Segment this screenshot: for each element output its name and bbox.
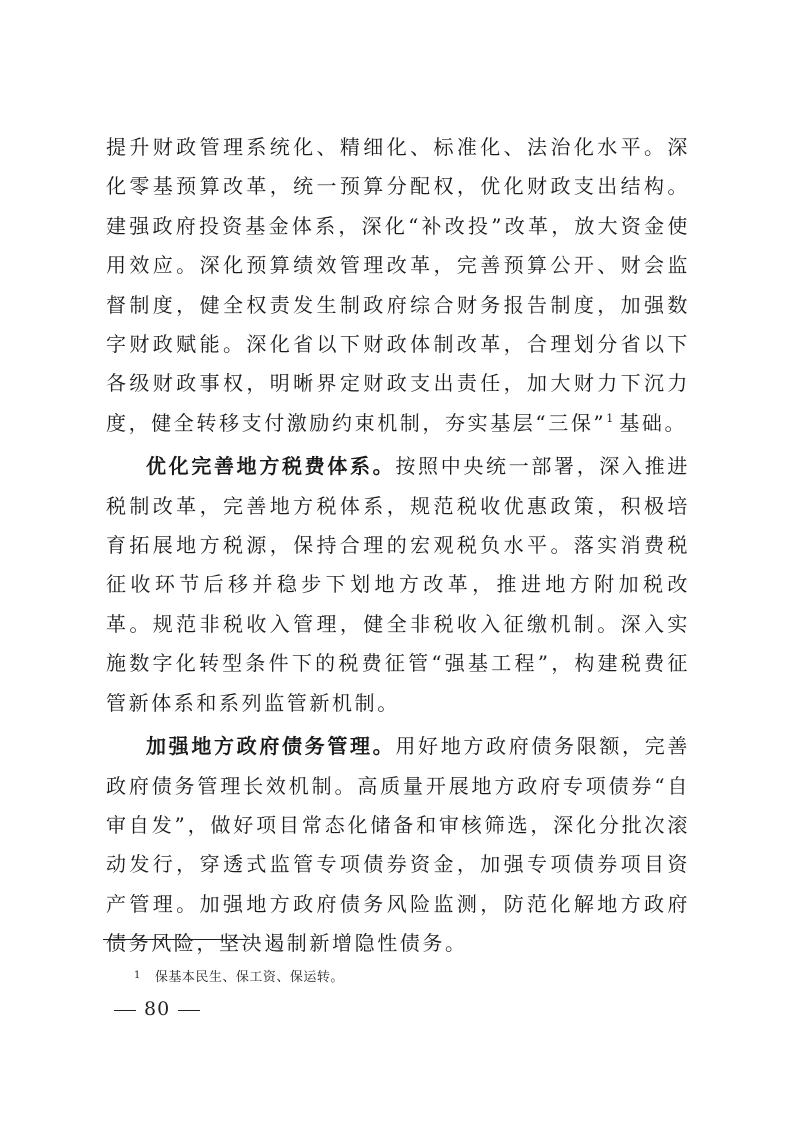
footnote bbox=[134, 966, 344, 985]
paragraph-heading: 加强地方政府债务管理。 bbox=[146, 734, 396, 759]
paragraph-tax-system bbox=[106, 447, 690, 723]
document-body bbox=[106, 128, 690, 964]
paragraph-heading: 优化完善地方税费体系。 bbox=[146, 454, 396, 479]
paragraph-debt-management bbox=[106, 727, 690, 963]
footnote-number: 1 bbox=[134, 970, 141, 981]
footnote-text: 保基本民生、保工资、保运转。 bbox=[154, 970, 344, 985]
page-number-value: 80 bbox=[144, 998, 171, 1020]
paragraph-text: 按照中央统一部署，深入推进税制改革，完善地方税体系，规范税收优惠政策，积极培育拓展地方税源，保持合理的宏观税负水平。落实消费税征收环节后移并稳步下划地方改革，推进地方附加税改革。规范非税收入管理，健全非税收入征缴机制。深入实施数字化转型条件下的税费征管“强基工程”，构建税费征管新体系和系列监管新机制。 bbox=[106, 454, 690, 715]
paragraph-text: 提升财政管理系统化、精细化、标准化、法治化水平。深化零基预算改革，统一预算分配权，优化财政支出结构。建强政府投资基金体系，深化“补改投”改革，放大资金使用效应。深化预算绩效管理改革，完善预算公开、财会监督制度，健全权责发生制政府综合财务报告制度，加强数字财政赋能。深化省以下财政体制改革，合理划分省以下各级财政事权，明晰界定财政支出责任，加大财力下沉力度，健全转移支付激励约束机制，夯实基层“三保” bbox=[106, 135, 690, 435]
paragraph-tail: 基础。 bbox=[619, 410, 688, 435]
footnote-separator bbox=[103, 939, 250, 940]
page-number bbox=[114, 998, 200, 1020]
page-number-dash-right bbox=[178, 1010, 200, 1011]
footnote-reference[interactable]: 1 bbox=[606, 412, 614, 426]
page-number-dash-left bbox=[114, 1010, 136, 1011]
paragraph-text: 用好地方政府债务限额，完善政府债务管理长效机制。高质量开展地方政府专项债券“自审自发”，做好项目常态化储备和审核筛选，深化分批次滚动发行，穿透式监管专项债券资金，加强专项债券项目资产管理。加强地方政府债务风险监测，防范化解地方政府债务风险，坚决遏制新增隐性债务。 bbox=[106, 734, 690, 956]
paragraph-fiscal-management bbox=[106, 128, 690, 443]
